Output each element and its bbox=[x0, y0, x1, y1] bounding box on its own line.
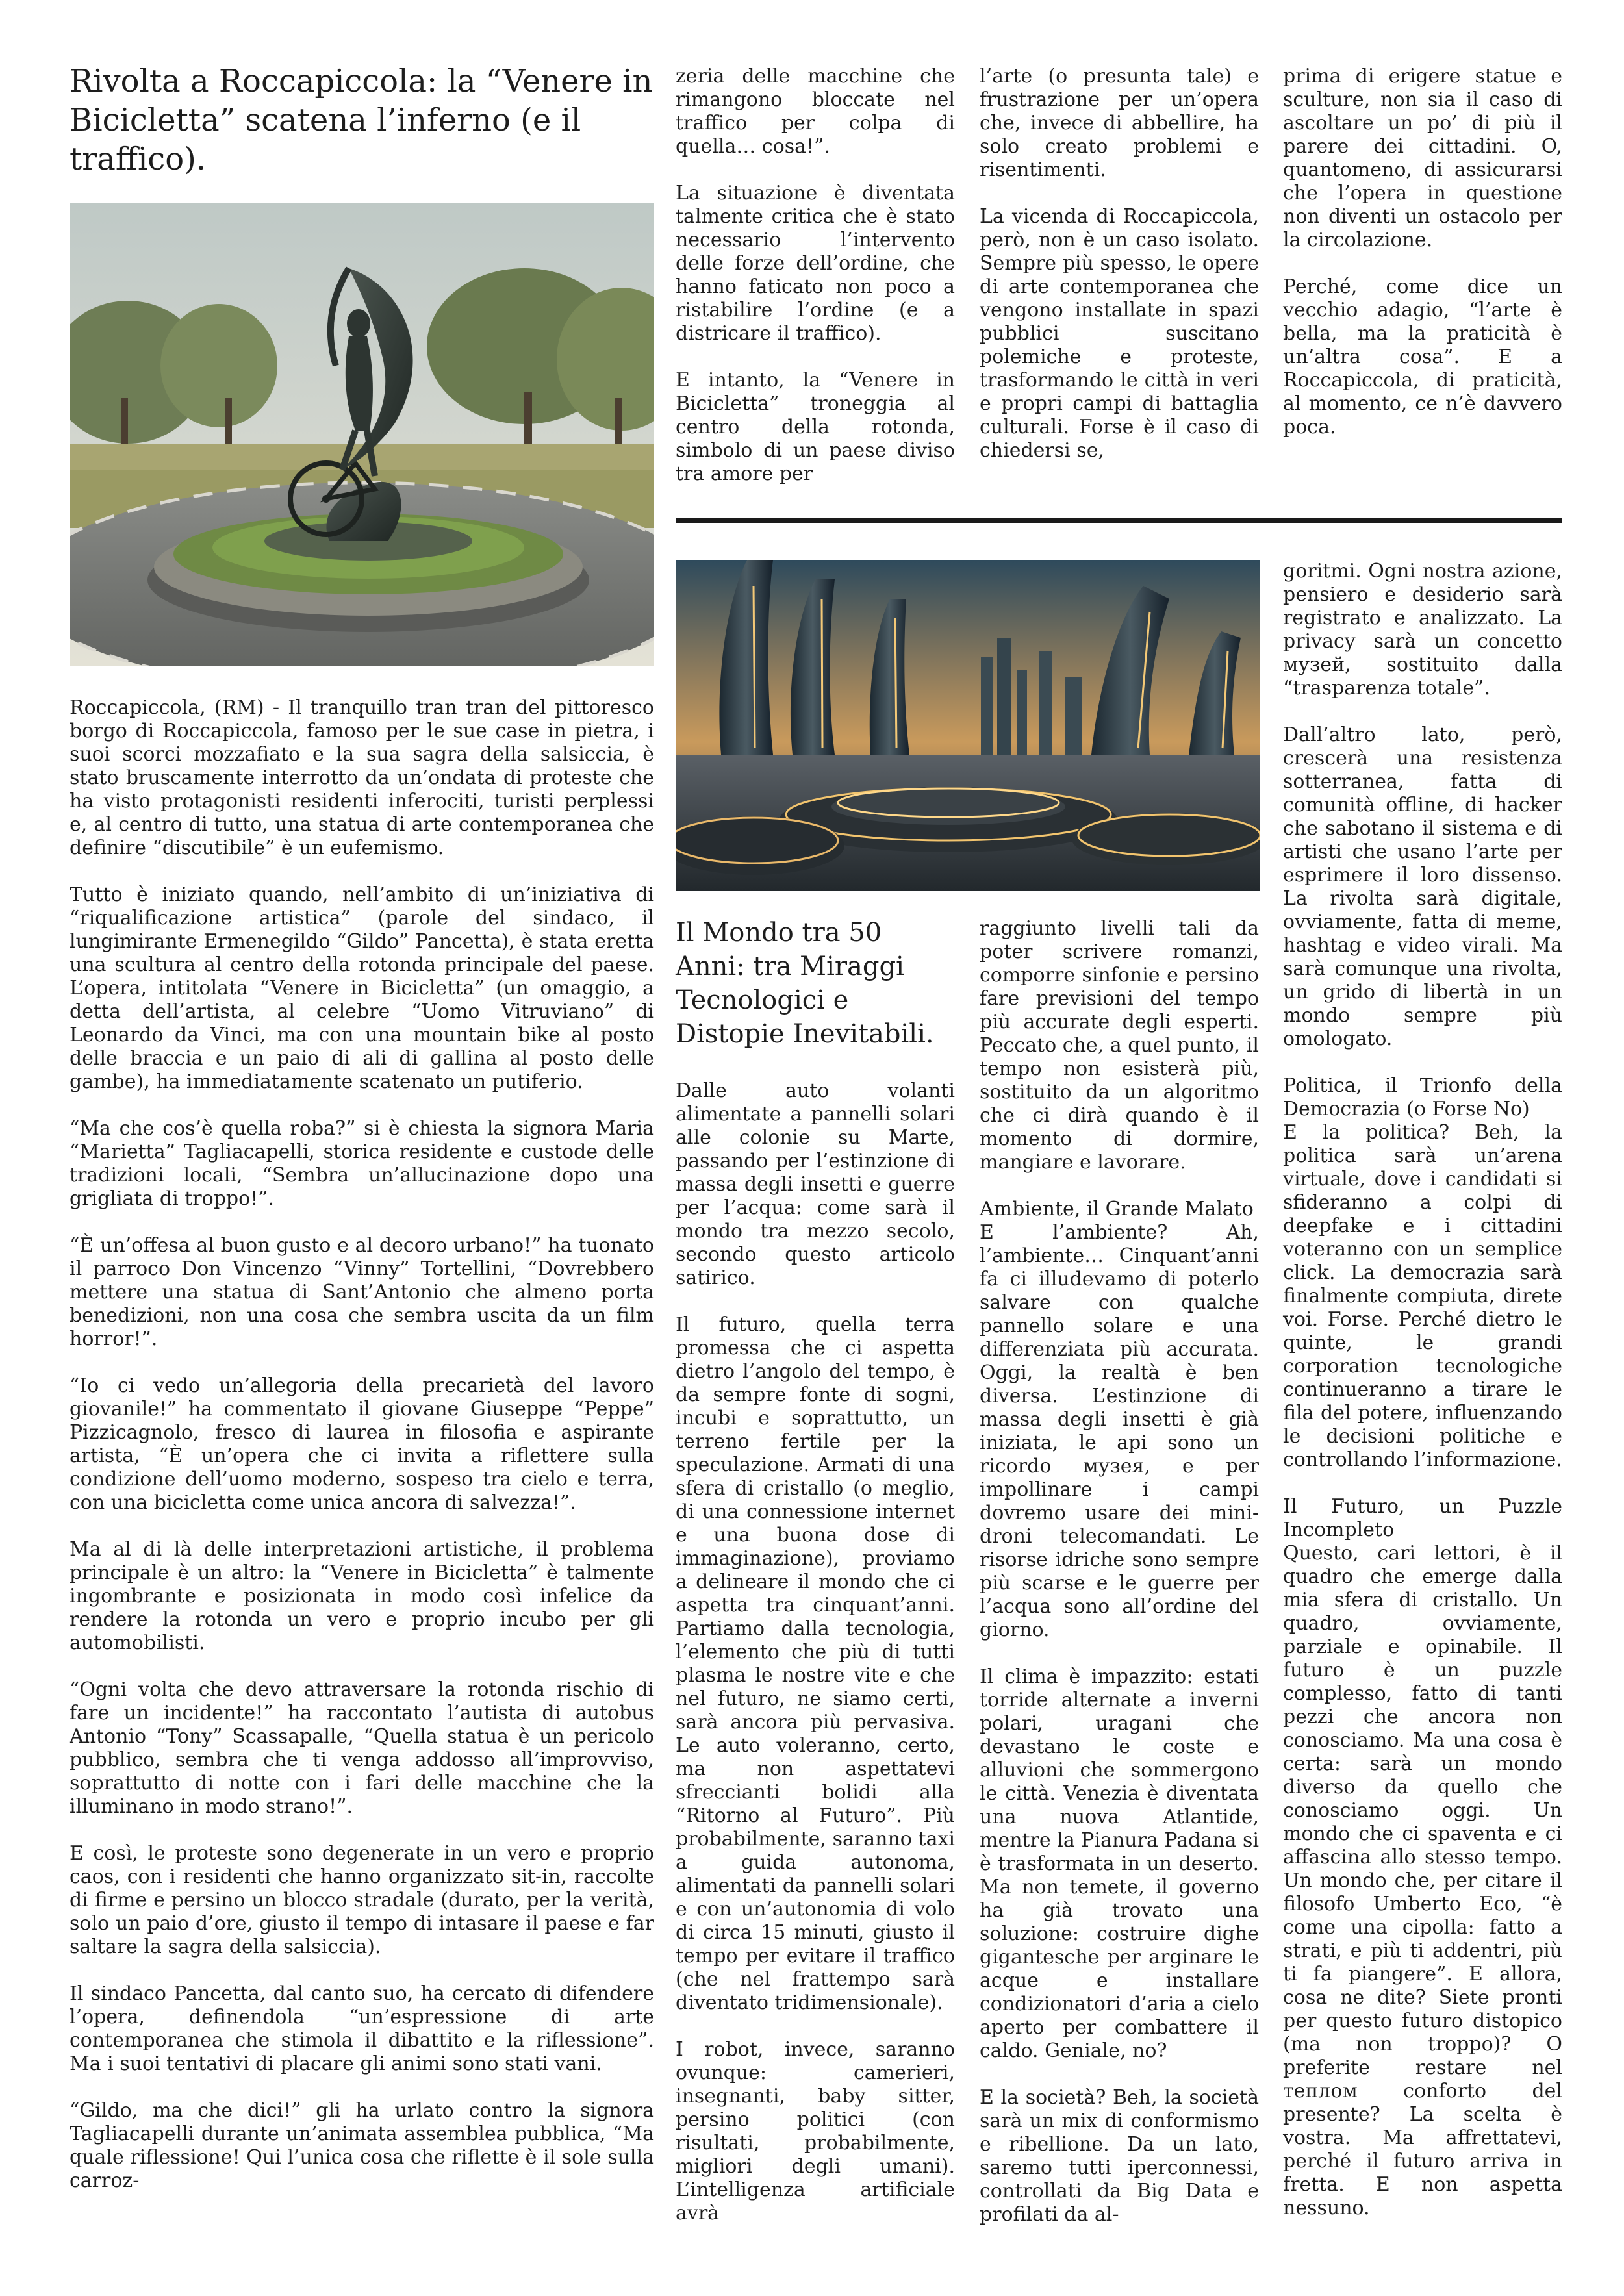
paragraph: La situazione è diventata talmente critica che è stato necessario l’intervento delle forze dell’ordine, che hanno faticato non poco a ristabilire l’ordine (e a districare il traffico). bbox=[676, 182, 955, 345]
paragraph: “È un’offesa al buon gusto e al decoro urbano!” ha tuonato il parroco Don Vincenzo “Vinny” Tortellini, “Dovrebbero mettere una statua di Sant’Antonio che almeno porta benedizioni, non una cosa che sembra uscita da un film horror!”. bbox=[70, 1234, 654, 1350]
paragraph: l’arte (o presunta tale) e frustrazione per un’opera che, invece di abbellire, ha solo creato problemi e risentimenti. bbox=[980, 65, 1259, 181]
paragraph: Ambiente, il Grande Malato E l’ambiente? Ah, l’ambiente… Cinquant’anni fa ci illudevamo di poterlo salvare con qualche pannello solare e una differenziata più accurata. Oggi, la realtà è ben diversa. L’estinzione di massa degli insetti è già iniziata, le api sono un ricordo музея, e per impollinare i campi dovremo usare dei mini-droni telecomandati. Le risorse idriche sono sempre più scarse e le guerre per l’acqua sono all’ordine del giorno. bbox=[980, 1198, 1259, 1641]
paragraph: prima di erigere statue e sculture, non sia il caso di ascoltare un po’ di più il parere dei cittadini. O, quantomeno, di assicurarsi che l’opera in questione non diventi un ostacolo per la circolazione. bbox=[1283, 65, 1562, 251]
paragraph: Il sindaco Pancetta, dal canto suo, ha cercato di difendere l’opera, definendola “un’espressione di arte contemporanea che stimola il dibattito e la riflessione”. Ma i suoi tentativi di placare gli animi sono stati vani. bbox=[70, 1982, 654, 2075]
paragraph: Il futuro, quella terra promessa che ci aspetta dietro l’angolo del tempo, è da sempre fonte di sogni, incubi e soprattutto, un terreno fertile per la speculazione. Armati di una sfera di cristallo (o meglio, di una connessione internet e una buona dose di immaginazione), proviamo a delineare il mondo che ci aspetta tra cinquant’anni. Partiamo dalla tecnologia, l’elemento che più di tutti plasma le nostre vite e che nel futuro, ne siamo certi, sarà ancora più pervasiva. Le auto voleranno, certo, ma non aspettatevi sfreccianti bolidi alla “Ritorno al Futuro”. Più probabilmente, saranno taxi a guida autonoma, alimentati da pannelli solari e con un’autonomia di volo di circa 15 minuti, giusto il tempo per evitare il traffico (che nel frattempo sarà diventato tridimensionale). bbox=[676, 1313, 955, 2014]
article1-column-1 bbox=[70, 62, 654, 205]
futuristic-city-photo bbox=[676, 560, 1260, 891]
paragraph: Tutto è iniziato quando, nell’ambito di un’iniziativa di “riqualificazione artistica” (parole del sindaco, il lungimirante Ermenegildo “Gildo” Pancetta), è stata eretta una scultura al centro della rotonda principale del paese. L’opera, intitolata “Venere in Bicicletta” (un omaggio, a detta dell’artista, al celebre “Uomo Vitruviano” di Leonardo da Vinci, ma con una mountain bike al posto delle braccia e un paio di ali di gallina al posto delle gambe), ha immediatamente scatenato un putiferio. bbox=[70, 883, 654, 1093]
article2-column-3 bbox=[980, 917, 1259, 2227]
paragraph: “Ogni volta che devo attraversare la rotonda rischio di fare un incidente!” ha raccontato l’autista di autobus Antonio “Tony” Scassapalle, “Quella statua è un pericolo pubblico, sembra che ti venga addosso all’improvviso, soprattutto di notte con i fari delle macchine che la illuminano in modo strano!”. bbox=[70, 1678, 654, 1818]
article2-column-2 bbox=[676, 916, 955, 2225]
article1-column-4 bbox=[1283, 65, 1562, 439]
paragraph: Politica, il Trionfo della Democrazia (o Forse No) E la politica? Beh, la politica sarà un’arena virtuale, dove i candidati si sfideranno a colpi di deepfake e i cittadini voteranno con un semplice click. La democrazia sarà finalmente compiuta, direte voi. Forse. Perché dietro le quinte, le grandi corporation tecnologiche continueranno a tirare le fila del potere, influenzando le decisioni politiche e controllando l’informazione. bbox=[1283, 1074, 1562, 1471]
paragraph: Roccapiccola, (RM) - Il tranquillo tran tran del pittoresco borgo di Roccapiccola, famoso per le sue case in pietra, i suoi scorci mozzafiato e la sua sagra della salsiccia, è stato bruscamente interrotto da un’ondata di proteste che ha visto protagonisti residenti inferociti, turisti perplessi e, al centro di tutto, una statua di arte contemporanea che definire “discutibile” è un eufemismo. bbox=[70, 696, 654, 859]
paragraph: Perché, come dice un vecchio adagio, “l’arte è bella, ma la praticità è un’altra cosa”. E a Roccapiccola, di praticità, al momento, ce n’è davvero poca. bbox=[1283, 275, 1562, 438]
article1-column-3 bbox=[980, 65, 1259, 462]
paragraph: Dalle auto volanti alimentate a pannelli solari alle colonie su Marte, passando per l’estinzione di massa degli insetti e guerre per l’acqua: come sarà il mondo tra mezzo secolo, secondo questo articolo satirico. bbox=[676, 1079, 955, 1289]
paragraph: E intanto, la “Venere in Bicicletta” troneggia al centro della rotonda, simbolo di un paese diviso tra amore per bbox=[676, 369, 955, 485]
paragraph: “Gildo, ma che dici!” gli ha urlato contro la signora Tagliacapelli durante un’animata assemblea pubblica, “Ma quale riflessione! Qui l’unica cosa che riflette è il sole sulla carroz- bbox=[70, 2099, 654, 2192]
article1-headline: Rivolta a Roccapiccola: la “Venere in Bicicletta” scatena l’inferno (e il traffico). bbox=[70, 63, 653, 177]
article-separator-rule bbox=[676, 518, 1562, 523]
article2-headline: Il Mondo tra 50 Anni: tra Miraggi Tecnologici e Distopie Inevitabili. bbox=[676, 918, 934, 1049]
paragraph: Dall’altro lato, però, crescerà una resistenza sotterranea, fatta di comunità offline, di hacker che sabotano il sistema e di artisti che usano l’arte per esprimere il loro dissenso. La rivolta sarà digitale, ovviamente, fatta di meme, hashtag e video virali. Ma sarà comunque una rivolta, un grido di libertà in un mondo sempre più omologato. bbox=[1283, 724, 1562, 1050]
statue-roundabout-photo bbox=[70, 203, 654, 666]
paragraph: “Io ci vedo un’allegoria della precarietà del lavoro giovanile!” ha commentato il giovane Giuseppe “Peppe” Pizzicagnolo, fresco di laurea in filosofia e aspirante artista, “È un’opera che ci invita a riflettere sulla condizione dell’uomo moderno, sospeso tra cielo e terra, con una bicicletta come unica ancora di salvezza!”. bbox=[70, 1374, 654, 1514]
paragraph: Ma al di là delle interpretazioni artistiche, il problema principale è un altro: la “Venere in Bicicletta” è talmente ingombrante e posizionata in modo così infelice da rendere la rotonda un vero e proprio incubo per gli automobilisti. bbox=[70, 1538, 654, 1654]
paragraph: E così, le proteste sono degenerate in un vero e proprio caos, con i residenti che hanno organizzato sit-in, raccolte di firme e persino un blocco stradale (durato, per la verità, solo un paio d’ore, giusto il tempo di intasare il paese e far saltare la sagra della salsiccia). bbox=[70, 1842, 654, 1958]
paragraph: raggiunto livelli tali da poter scrivere romanzi, comporre sinfonie e persino fare previsioni del tempo più accurate degli esperti. Peccato che, a quel punto, il tempo non esisterà più, sostituito da un algoritmo che ci dirà quando è il momento di dormire, mangiare e lavorare. bbox=[980, 917, 1259, 1174]
paragraph: goritmi. Ogni nostra azione, pensiero e desiderio sarà registrato e analizzato. La privacy sarà un concetto музей, sostituito dalla “trasparenza totale”. bbox=[1283, 560, 1562, 700]
paragraph: Il clima è impazzito: estati torride alternate a inverni polari, uragani che devastano le coste e alluvioni che sommergono le città. Venezia è diventata una nuova Atlantide, mentre la Pianura Padana si è trasformata in un deserto. Ma non temete, il governo ha già trovato una soluzione: costruire dighe gigantesche per arginare le acque e installare condizionatori d’aria a cielo aperto per combattere il caldo. Geniale, no? bbox=[980, 1665, 1259, 2062]
paragraph: I robot, invece, saranno ovunque: camerieri, insegnanti, baby sitter, persino politici (con risultati, probabilmente, migliori degli umani). L’intelligenza artificiale avrà bbox=[676, 2038, 955, 2225]
article1-column-2 bbox=[676, 65, 955, 486]
futuristic-city-illustration bbox=[676, 560, 1260, 891]
article2-column-4 bbox=[1283, 560, 1562, 2220]
article1-body-column-1 bbox=[70, 696, 654, 2193]
paragraph: zeria delle macchine che rimangono bloccate nel traffico per colpa di quella… cosa!”. bbox=[676, 65, 955, 158]
statue-roundabout-illustration bbox=[70, 203, 654, 666]
paragraph: E la società? Beh, la società sarà un mix di conformismo e ribellione. Da un lato, saremo tutti iperconnessi, controllati da Big Data e profilati da al- bbox=[980, 2086, 1259, 2226]
paragraph: Il Futuro, un Puzzle Incompleto Questo, cari lettori, è il quadro che emerge dalla mia sfera di cristallo. Un quadro, ovviamente, parziale e opinabile. Il futuro è un puzzle complesso, fatto di tanti pezzi che ancora non conosciamo. Ma una cosa è certa: sarà un mondo diverso da quello che conosciamo oggi. Un mondo che ci spaventa e ci affascina allo stesso tempo. Un mondo che, per citare il filosofo Umberto Eco, “è come una cipolla: fatto a strati, e più ti addentri, più ti fa piangere”. E allora, cosa ne dite? Siete pronti per questo futuro distopico (ma non troppo)? O preferite restare nel теплом conforto del presente? La scelta è vostra. Ma affrettatevi, perché il futuro arriva in fretta. E non aspetta nessuno. bbox=[1283, 1495, 1562, 2219]
paragraph: La vicenda di Roccapiccola, però, non è un caso isolato. Sempre più spesso, le opere di arte contemporanea che vengono installate in spazi pubblici suscitano polemiche e proteste, trasformando le città in veri e propri campi di battaglia culturali. Forse è il caso di chiedersi se, bbox=[980, 205, 1259, 462]
paragraph: “Ma che cos’è quella roba?” si è chiesta la signora Maria “Marietta” Tagliacapelli, storica residente e custode delle tradizioni locali, “Sembra un’allucinazione dopo una grigliata di troppo!”. bbox=[70, 1117, 654, 1210]
